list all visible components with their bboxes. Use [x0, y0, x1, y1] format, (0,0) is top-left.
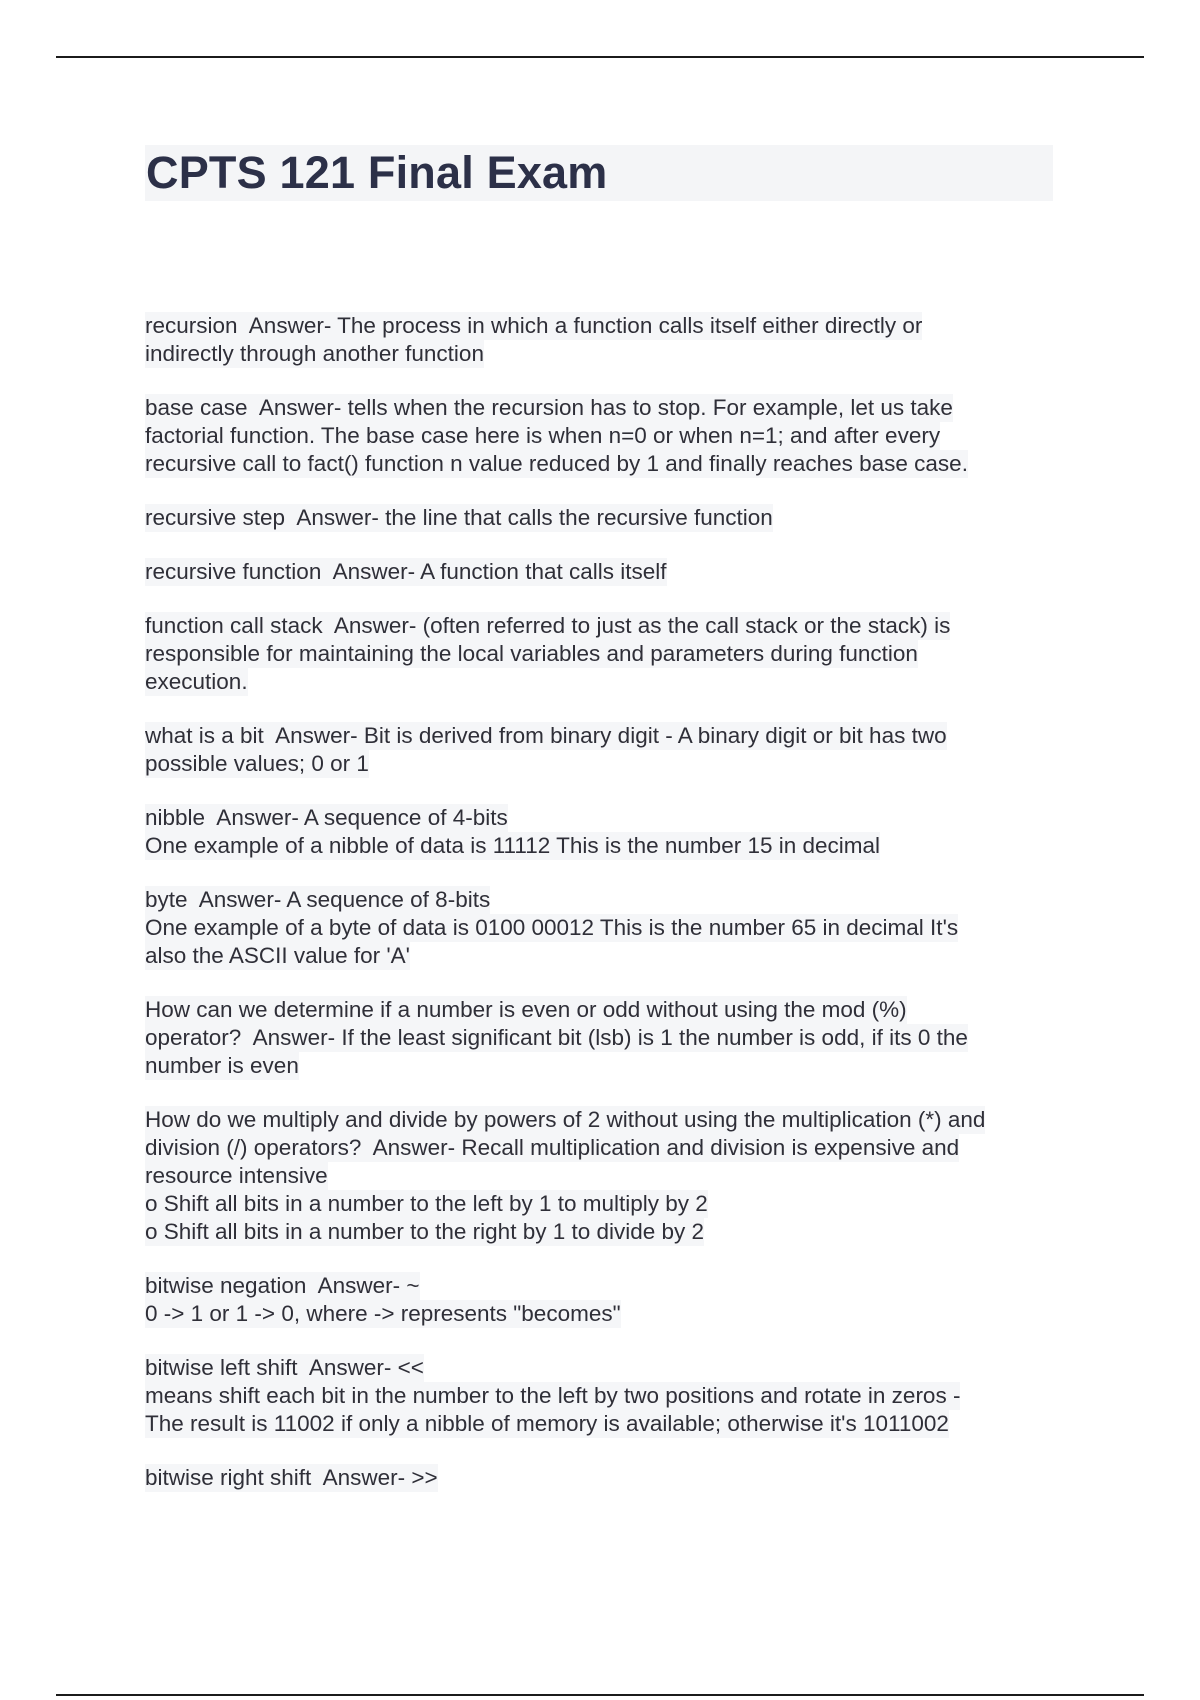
entry-line-row — [145, 394, 1060, 422]
entry-line: division (/) operators? Answer- Recall multiplication and division is expensive and — [145, 1135, 960, 1160]
entry-line: One example of a byte of data is 0100 00012 This is the number 65 in decimal It's — [145, 915, 959, 940]
entry-line-row — [145, 504, 1060, 532]
entry-line-row — [145, 312, 1060, 340]
entry-line: How do we multiply and divide by powers of 2 without using the multiplication (*) and — [145, 1107, 986, 1132]
entry-line-row — [145, 832, 1060, 860]
entry-line: indirectly through another function — [145, 341, 484, 366]
entry-line: number is even — [145, 1053, 299, 1078]
entry-line: factorial function. The base case here is when n=0 or when n=1; and after every — [145, 423, 941, 448]
entry-line: execution. — [145, 669, 248, 694]
entry-line-row — [145, 1410, 1060, 1438]
entry-line-row — [145, 558, 1060, 586]
entry-line: operator? Answer- If the least significant bit (lsb) is 1 the number is odd, if its 0 the — [145, 1025, 968, 1050]
entry-line-row — [145, 1134, 1060, 1162]
entry-line-row — [145, 1382, 1060, 1410]
entry-line: bitwise negation Answer- ~ — [145, 1273, 420, 1298]
entry-line: possible values; 0 or 1 — [145, 751, 369, 776]
entry-line: recursive function Answer- A function that calls itself — [145, 559, 667, 584]
entry-line: bitwise left shift Answer- << — [145, 1355, 424, 1380]
qa-entry — [145, 394, 1060, 478]
qa-entry — [145, 1354, 1060, 1438]
entry-line-row — [145, 914, 1060, 942]
entry-line: recursion Answer- The process in which a function calls itself either directly or — [145, 313, 923, 338]
entry-line: One example of a nibble of data is 11112 This is the number 15 in decimal — [145, 833, 881, 858]
qa-entry — [145, 504, 1060, 532]
entry-line-row — [145, 640, 1060, 668]
entry-line-row — [145, 450, 1060, 478]
entry-line-row — [145, 886, 1060, 914]
entry-line: How can we determine if a number is even or odd without using the mod (%) — [145, 997, 907, 1022]
entry-line-row — [145, 340, 1060, 368]
entry-line-row — [145, 1106, 1060, 1134]
entry-line: o Shift all bits in a number to the right by 1 to divide by 2 — [145, 1219, 705, 1244]
qa-entry — [145, 1106, 1060, 1246]
qa-entry — [145, 1464, 1060, 1492]
entry-line: function call stack Answer- (often referred to just as the call stack or the stack) is — [145, 613, 951, 638]
entry-line-row — [145, 1024, 1060, 1052]
entry-line-row — [145, 804, 1060, 832]
entry-line: base case Answer- tells when the recursion has to stop. For example, let us take — [145, 395, 953, 420]
entry-line: o Shift all bits in a number to the left by 1 to multiply by 2 — [145, 1191, 708, 1216]
entry-line-row — [145, 1272, 1060, 1300]
qa-entry — [145, 312, 1060, 368]
entry-line-row — [145, 1052, 1060, 1080]
entry-line: responsible for maintaining the local variables and parameters during function — [145, 641, 918, 666]
qa-entry — [145, 886, 1060, 970]
entry-line-row — [145, 1354, 1060, 1382]
entry-line: recursive call to fact() function n value reduced by 1 and finally reaches base case. — [145, 451, 968, 476]
entry-line: what is a bit Answer- Bit is derived from binary digit - A binary digit or bit has two — [145, 723, 947, 748]
entry-line-row — [145, 722, 1060, 750]
page-title: CPTS 121 Final Exam — [146, 147, 608, 198]
entry-line: 0 -> 1 or 1 -> 0, where -> represents "becomes" — [145, 1301, 621, 1326]
entry-line-row — [145, 1162, 1060, 1190]
entry-line-row — [145, 1190, 1060, 1218]
entry-line: resource intensive — [145, 1163, 328, 1188]
entry-line-row — [145, 612, 1060, 640]
entry-line: bitwise right shift Answer- >> — [145, 1465, 438, 1490]
qa-entry — [145, 722, 1060, 778]
bottom-rule — [56, 1694, 1144, 1696]
entry-line: nibble Answer- A sequence of 4-bits — [145, 805, 508, 830]
entry-line: also the ASCII value for 'A' — [145, 943, 410, 968]
entry-line-row — [145, 1300, 1060, 1328]
qa-entry — [145, 804, 1060, 860]
qa-entry — [145, 1272, 1060, 1328]
entry-line-row — [145, 750, 1060, 778]
entry-line-row — [145, 996, 1060, 1024]
entry-line-row — [145, 942, 1060, 970]
entry-line-row — [145, 422, 1060, 450]
qa-entry — [145, 612, 1060, 696]
entry-line: byte Answer- A sequence of 8-bits — [145, 887, 491, 912]
qa-entry — [145, 558, 1060, 586]
entry-line-row — [145, 1218, 1060, 1246]
entry-line: means shift each bit in the number to the left by two positions and rotate in zeros - — [145, 1383, 961, 1408]
top-rule — [56, 56, 1144, 58]
entry-line-row — [145, 668, 1060, 696]
entry-line-row — [145, 1464, 1060, 1492]
entry-line: The result is 11002 if only a nibble of memory is available; otherwise it's 1011002 — [145, 1411, 949, 1436]
qa-entry — [145, 996, 1060, 1080]
document-body — [145, 312, 1060, 1518]
entry-line: recursive step Answer- the line that calls the recursive function — [145, 505, 773, 530]
